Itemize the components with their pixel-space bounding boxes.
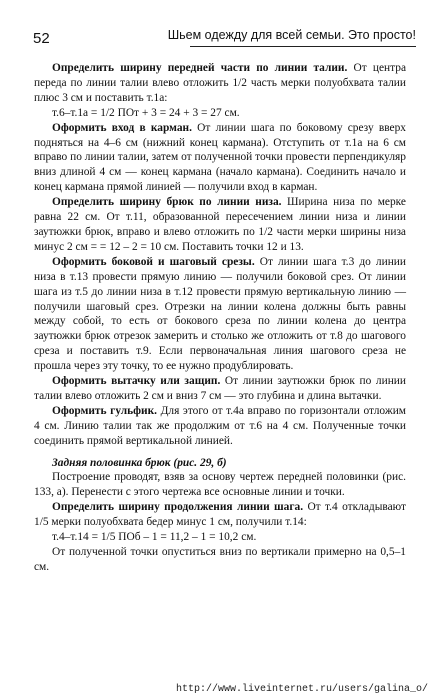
paragraph-side-seams: Оформить боковой и шаговый срезы. От линии шага т.3 до линии низа в т.13 провести прямую линию — получили боковой срез. От линии шага из т.5 до линии низа в т.12 провести прямую вертикальную линию — получили шаговый срез. Отрезки на линии колена должны быть равны между собой, то есть от бокового среза по линии колена до центра заутюжки брюк отрезок замерить и столько же отложить от т.8 до шагового среза и поставить т.9. Если первоначальная линия шагового среза не прошла через эту точку, то ее нужно продублировать. bbox=[34, 255, 406, 373]
paragraph-fly: Оформить гульфик. Для этого от т.4а вправо по горизонтали отложим 4 см. Линию талии так же продолжим от т.6 на 4 см. Полученные точки соединить прямой вертикальной линией. bbox=[34, 404, 406, 447]
paragraph-crotch-extension: Определить ширину продолжения линии шага. От т.4 откладывают 1/5 мерки полуобхвата бедер минус 1 см, получили т.14: bbox=[34, 501, 406, 529]
formula-waist: т.6–т.1а = 1/2 ПОт + 3 = 24 + 3 = 27 см. bbox=[52, 106, 240, 119]
book-title: Шьем одежду для всей семьи. Это просто! bbox=[167, 28, 416, 42]
page-body bbox=[34, 61, 406, 575]
header-rule bbox=[190, 46, 416, 47]
paragraph-waist-width: Определить ширину передней части по линии талии. От центра переда по линии талии влево отложить 1/2 часть мерки полуобхвата талии плюс 3 см и поставить т.1а: bbox=[34, 62, 407, 104]
page-number: 52 bbox=[33, 30, 50, 47]
section-subtitle: Задняя половинка брюк (рис. 29, б) bbox=[52, 456, 227, 469]
paragraph-pocket: Оформить вход в карман. От линии шага по боковому срезу вверх подняться на 4–6 см (нижний конец кармана). Отступить от т.1а на 6 см вправо по линии талии, затем от полученной точки провести перпендикуляр вниз длиной 4 см — конец кармана (начало кармана). Соединить начало и конец кармана прямой линией — получили вход в карман. bbox=[34, 121, 406, 194]
paragraph-back-construction: Построение проводят, взяв за основу чертеж передней половинки (рис. 133, а). Перенести с этого чертежа все основные линии и точки. bbox=[34, 471, 406, 499]
paragraph-dart: Оформить вытачку или защип. От линии заутюжки брюк по линии талии влево отложить 2 см и вниз 7 см — это глубина и длина вытачки. bbox=[34, 375, 406, 402]
page-header bbox=[22, 28, 416, 50]
formula-crotch: т.4–т.14 = 1/5 ПОб – 1 = 11,2 – 1 = 10,2 см. bbox=[52, 531, 257, 544]
paragraph-drop: От полученной точки опуститься вниз по вертикали примерно на 0,5–1 см. bbox=[34, 546, 406, 573]
paragraph-hem-width: Определить ширину брюк по линии низа. Ширина низа по мерке равна 22 см. От т.11, образованной пересечением линии низа и линии заутюжки брюк, вправо и влево отложить по 1/2 части мерки ширины низа минус 2 см = = 12 – 2 = 10 см. Поставить точки 12 и 13. bbox=[34, 196, 406, 253]
footer-url: http://www.liveinternet.ru/users/galina_o/ bbox=[175, 684, 428, 695]
